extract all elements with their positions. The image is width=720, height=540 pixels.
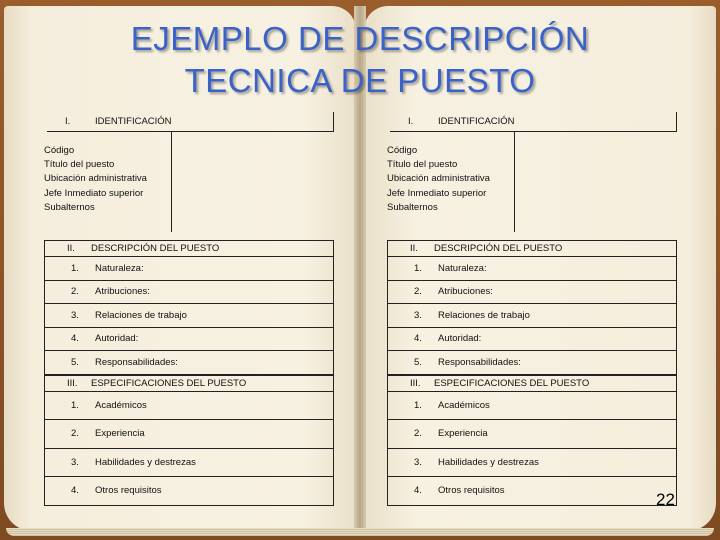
field-subalternos: Subalternos: [387, 201, 438, 213]
list-item: [388, 391, 676, 420]
item-number: 4.: [414, 333, 422, 345]
item-number: 2.: [71, 286, 79, 298]
field-ubicacion: Ubicación administrativa: [44, 173, 147, 185]
list-item: [388, 476, 676, 505]
item-number: 4.: [71, 485, 79, 497]
slide-title: [0, 18, 720, 102]
list-item: [45, 280, 333, 304]
section-especificaciones: [44, 375, 334, 506]
list-item: [388, 350, 676, 374]
item-number: 1.: [71, 399, 79, 411]
item-number: 1.: [71, 262, 79, 274]
left-form: [44, 112, 334, 506]
item-number: 5.: [71, 356, 79, 368]
field-jefe: Jefe Inmediato superior: [44, 187, 144, 199]
field-ubicacion: Ubicación administrativa: [387, 173, 490, 185]
list-item: [388, 256, 676, 280]
list-item: [45, 448, 333, 477]
item-number: 5.: [414, 356, 422, 368]
item-text: Responsabilidades:: [95, 356, 178, 368]
item-number: 3.: [71, 309, 79, 321]
list-item: [45, 419, 333, 448]
section-header: [388, 375, 676, 391]
section-header: [47, 112, 334, 132]
item-text: Académicos: [438, 399, 490, 411]
item-text: Relaciones de trabajo: [95, 309, 187, 321]
item-text: Atribuciones:: [438, 286, 493, 298]
item-text: Habilidades y destrezas: [438, 456, 539, 468]
section-descripcion: [387, 240, 677, 375]
item-text: Responsabilidades:: [438, 356, 521, 368]
item-number: 3.: [71, 456, 79, 468]
list-item: [45, 256, 333, 280]
section-number: II.: [410, 243, 418, 254]
section-header: [45, 375, 333, 391]
fields-list: [387, 132, 515, 232]
list-item: [388, 303, 676, 327]
item-text: Experiencia: [438, 428, 488, 440]
list-item: [388, 448, 676, 477]
section-label: DESCRIPCIÓN DEL PUESTO: [434, 243, 563, 254]
item-text: Autoridad:: [95, 333, 139, 345]
item-text: Experiencia: [95, 428, 145, 440]
section-label: IDENTIFICACIÓN: [438, 116, 515, 127]
item-text: Naturaleza:: [95, 262, 144, 274]
item-number: 4.: [414, 485, 422, 497]
item-text: Otros requisitos: [438, 485, 505, 497]
section-descripcion: [44, 240, 334, 375]
fields-box: [44, 132, 334, 232]
item-number: 2.: [414, 286, 422, 298]
item-number: 1.: [414, 262, 422, 274]
fields-box: [387, 132, 677, 232]
field-titulo: Título del puesto: [387, 159, 458, 171]
item-number: 1.: [414, 399, 422, 411]
section-label: ESPECIFICACIONES DEL PUESTO: [91, 377, 247, 389]
field-codigo: Código: [44, 145, 75, 156]
list-item: [45, 391, 333, 420]
list-item: [45, 327, 333, 351]
item-text: Naturaleza:: [438, 262, 487, 274]
section-number: III.: [67, 377, 78, 389]
list-item: [388, 419, 676, 448]
item-text: Relaciones de trabajo: [438, 309, 530, 321]
title-line-2: TECNICA DE PUESTO: [184, 62, 536, 99]
item-text: Otros requisitos: [95, 485, 162, 497]
list-item: [45, 476, 333, 505]
item-number: 2.: [71, 428, 79, 440]
item-number: 2.: [414, 428, 422, 440]
list-item: [388, 327, 676, 351]
section-header: [390, 112, 677, 132]
fields-list: [44, 132, 172, 232]
field-titulo: Título del puesto: [44, 159, 115, 171]
list-item: [45, 303, 333, 327]
field-jefe: Jefe Inmediato superior: [387, 187, 487, 199]
item-number: 3.: [414, 456, 422, 468]
section-number: I.: [65, 116, 71, 127]
item-text: Habilidades y destrezas: [95, 456, 196, 468]
title-line-1: EJEMPLO DE DESCRIPCIÓN: [130, 20, 590, 57]
section-header: [45, 240, 333, 256]
right-form: [387, 112, 677, 506]
item-text: Autoridad:: [438, 333, 482, 345]
section-identificacion: [44, 112, 334, 232]
item-number: 4.: [71, 333, 79, 345]
section-number: I.: [408, 116, 414, 127]
section-header: [388, 240, 676, 256]
item-number: 3.: [414, 309, 422, 321]
section-label: DESCRIPCIÓN DEL PUESTO: [91, 243, 220, 254]
field-subalternos: Subalternos: [44, 201, 95, 213]
field-codigo: Código: [387, 145, 418, 156]
item-text: Atribuciones:: [95, 286, 150, 298]
section-number: III.: [410, 377, 421, 389]
section-identificacion: [387, 112, 677, 232]
section-especificaciones: [387, 375, 677, 506]
page-number: 22: [656, 490, 675, 509]
list-item: [45, 350, 333, 374]
page-edge: [6, 528, 714, 536]
list-item: [388, 280, 676, 304]
item-text: Académicos: [95, 399, 147, 411]
section-label: IDENTIFICACIÓN: [95, 116, 172, 127]
section-number: II.: [67, 243, 75, 254]
section-label: ESPECIFICACIONES DEL PUESTO: [434, 377, 590, 389]
